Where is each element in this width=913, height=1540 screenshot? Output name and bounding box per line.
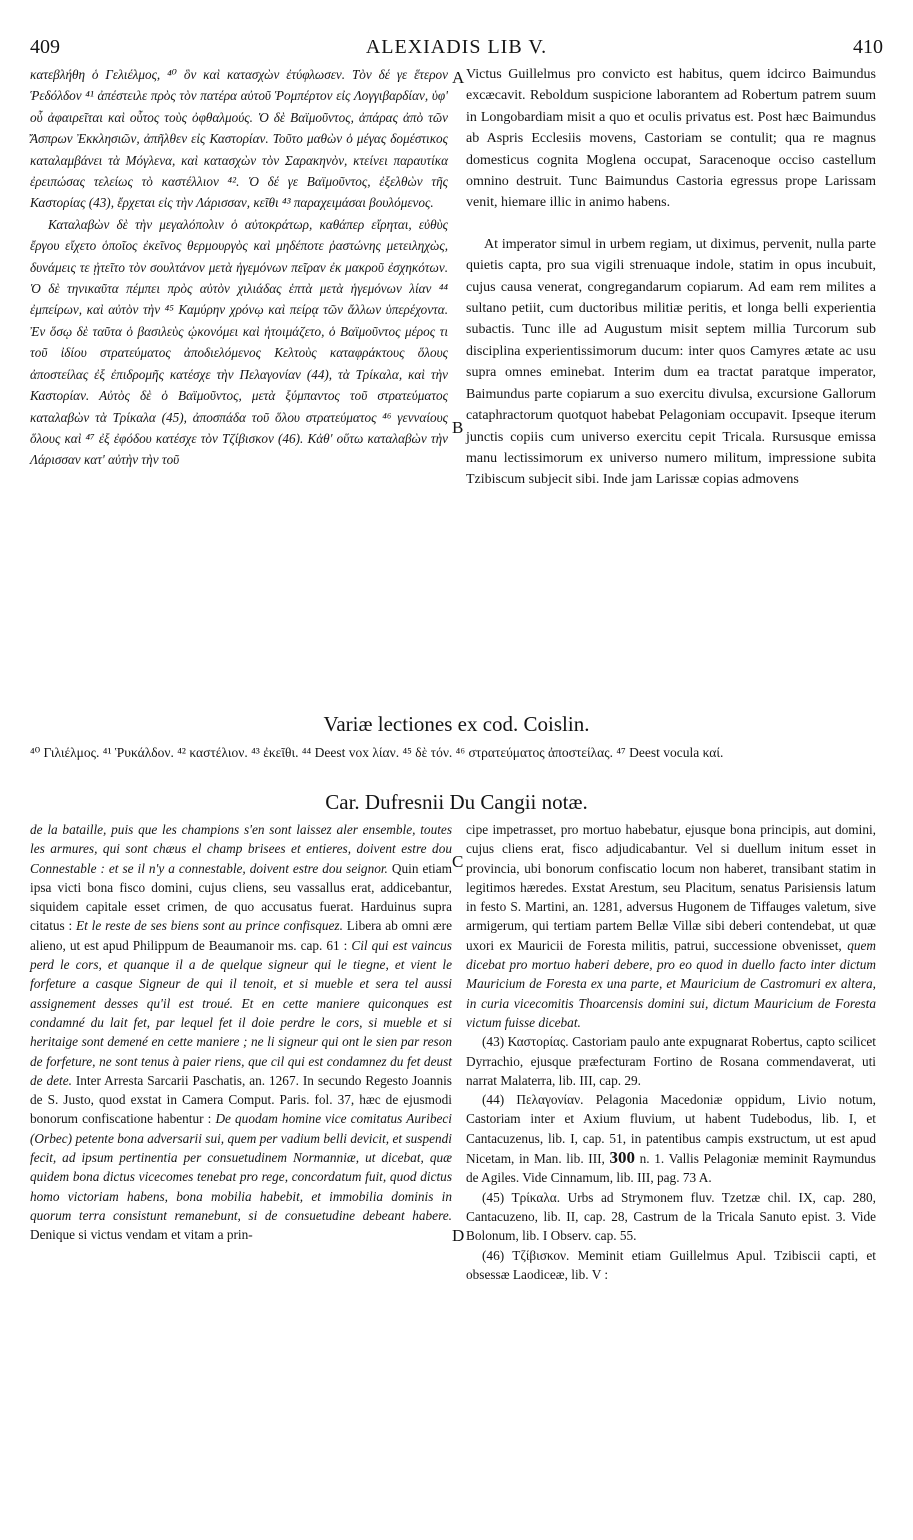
note-44 <box>466 1090 876 1187</box>
note-text: Quin etiam ipsa victi bona fisco domini, cujus cliens, seu vassallus erat, addicebantur, siquidem capitale esset crimen, de quo accusatus fuerat. Harduinus supra citatus : <box>30 860 452 934</box>
greek-paragraph-1: κατεβλήθη ὁ Γελιέλμος, ⁴⁰ ὃν καὶ κατασχὼν ἐτύφλωσεν. Τὸν δέ γε ἕτερον Ῥεδόλδον ⁴¹ ἀπέστειλε πρὸς τὸν πατέρα αὐτοῦ Ῥομπέρτον εἰς Λογγιβαρδίαν, ὑφ' οὗ ἀφαιρεῖται καὶ οὗτος τοὺς ὀφθαλμούς. Ὁ δὲ Βαϊμοῦντος, ἀπάρας ἀπὸ τῶν Ἄσπρων Ἐκκλησιῶν, ἀπῆλθεν εἰς Καστορίαν. Τοῦτο μαθὼν ὁ μέγας δομέστικος καταλαμβάνει τὰ Μόγλενα, καὶ κατασχὼν τὸν Σαρακηνὸν, κτείνει παραυτίκα ἐρειπώσας τελείως τὸ καστέλλιον ⁴². Ὁ δέ γε Βαϊμοῦντος, ἐξελθὼν τῆς Καστορίας (43), ἔρχεται εἰς τὴν Λάρισσαν, κεῖθι ⁴³ παραχειμάσαι βουλόμενος. <box>30 67 448 211</box>
margin-mark-b: B <box>452 418 464 437</box>
margin-mark-c: C <box>452 852 464 871</box>
notes-right-column <box>466 820 876 1284</box>
note-text: Inter Arresta Sarcarii Paschatis, an. 1267. In secundo Regesto Joannis de S. Justo, quod exstat in Camera Comput. Paris. fol. 37, hæc de ejusmodi bonorum confiscatione habentur : <box>30 1072 452 1127</box>
note-quote: Cil qui est vaincus perd le cors, et quanque il a de quelque signeur qui le tiegne, et vient le forfeture a casque Signeur de qui il tenoit, et si mueble et sera tel aussi assignement desses qu'il est troué. Et en cette maniere quiconques est condamné du lait fet, par lequel fet il doie perdre le cors, si mueble et si heritaige sont demené en cette maniere ; ne li signeur qui ont le sien par reson de forfeture, ne sont tenus à paier riens, que cil qui est condamnez du fet deust de dete. <box>30 937 452 1088</box>
variae-text: ⁴⁰ Γιλιέλμος. ⁴¹ Ῥυκάλδον. ⁴² καστέλιον. ⁴³ ἐκεῖθι. ⁴⁴ Deest vox λίαν. ⁴⁵ δὲ τόν. ⁴⁶ στρατεύματος ἀποστείλας. ⁴⁷ Deest vocula καί. <box>30 745 724 760</box>
notes-left-paragraph <box>30 820 452 1245</box>
running-title: ALEXIADIS LIB V. <box>365 36 548 58</box>
note-text: (44) Πελαγονίαν. Pelagonia Macedoniæ oppidum, Livio notum, Castoriam inter et Axium fluvium, ut habent Tudebodus, lib. I, et Cantacuzenus, lib. I, cap. 51, in patentibus campis exstructum, ut est apud Nicetam, in Man. lib. III, <box>466 1092 876 1167</box>
note-quote: De quodam homine vice comitatus Auribeci (Orbec) petente bona adversarii sui, quem per vadium belli devicit, et suspendi fecit, ad ipsum pertinentia per consuetudinem Normanniæ, ut dicebat, quæ quidem bona dictus vicecomes tenebat pro rege, concordatum fuit, quod dictus homo victoriam habens, bona mobilia habebit, et immobilia dominis in quorum terra consistunt remanebunt, si de consuetudine debeant habere. <box>30 1111 452 1223</box>
notes-right-paragraph <box>466 820 876 1032</box>
variae-heading: Variæ lectiones ex cod. Coislin. <box>323 712 590 736</box>
margin-mark-d: D <box>452 1226 465 1245</box>
latin-paragraph-2: At imperator simul in urbem regiam, ut diximus, pervenit, nulla parte quietis capta, pro sua vigili strenuaque indole, statim in opus incubuit, cujus causa venerat, congregandarum copiarum. Ad eam rem milites a sultano petiit, cum ductoribus militiæ peritis, et longa belli experientia subactis. Tunc ille ad Augustum misit septem millia Turcorum sub disciplina experientissimorum ducum: inter quos Camyres ætate ac usu supra omnes eminebat. Interim dum ea tractat paratque imperator, Baimundus parte copiarum a suo exercitu divulsa, excursione Gallorum cataphractorum quotquot habebat Pelagoniam occupavit. Ipseque iterum junctis copiis cum universo exercitu cepit Tricala. Rursusque emissa manu lectissimorum ex universo numero militum, impressione subita Tzibiscum subjecit sibi. Inde jam Larissæ copias admovens <box>466 236 876 488</box>
note-text: Denique si victus vendam et vitam a prin- <box>30 1227 253 1243</box>
note-45: (45) Τρίκαλα. Urbs ad Strymonem fluv. Tzetzæ chil. IX, cap. 280, Cantacuzeno, lib. II, cap. 28, Castrum de la Tricala Sanuto epist. 3. Vide Bolonum, lib. I Observ. cap. 55. <box>466 1189 876 1244</box>
greek-text-column <box>30 64 448 471</box>
page-header <box>30 36 883 62</box>
note-text: cipe impetrasset, pro mortuo habebatur, ejusque bona principis, aut domini, cujus cliens erat, fisco adjudicabantur. Vel si duellum initum esset in provincia, ubi bonorum confiscatio locum non haberet, transibant statim in legitimos hæredes. Exstat Arestum, seu Placitum, senatus Parisiensis latum in festo S. Martini, an. 1281, adversus Hugonem de Tiffauges valetum, sive armigerum, qui tertiam partem Bellæ Villæ sibi deberi contendebat, ut quæ uxori ex Mauricii de Foresta militis, patrui, successione obvenisset, <box>466 822 876 953</box>
marginal-page-number: 300 <box>609 1148 635 1168</box>
note-46: (46) Τζίβισκον. Meminit etiam Guillelmus Apul. Tzibiscii capti, et obsessæ Laodiceæ, lib. V : <box>466 1247 876 1282</box>
latin-text-column <box>466 64 876 491</box>
greek-paragraph-2: Καταλαβὼν δὲ τὴν μεγαλόπολιν ὁ αὐτοκράτωρ, καθάπερ εἴρηται, εὐθὺς ἔργου εἴχετο ὁποῖος ἐκεῖνος θερμουργὸς καὶ μηδέποτε ῥαστώνης μετειληχὼς, δυνάμεις τε ᾐτεῖτο τὸν σουλτάνον μετὰ ἡγεμόνων πεῖραν ἐκ μακροῦ ἐσχηκότων. Ὁ δὲ τηνικαῦτα πέμπει πρὸς αὐτὸν χιλιάδας ἑπτὰ μετὰ ἡγεμόνων λίαν ⁴⁴ ἐμπείρων, καὶ αὐτὸν τὴν ⁴⁵ Καμύρην χρόνῳ καὶ πείρᾳ τῶν ἄλλων ὑπερέχοντα. Ἐν ὅσῳ δὲ ταῦτα ὁ βασιλεὺς ᾠκονόμει καὶ ἡτοιμάζετο, ὁ Βαϊμοῦντος μέρος τι τοῦ ἰδίου στρατεύματος ἀποδιελόμενος Κελτοὺς καταφράκτους ὅλους ἀποστείλας ἐξ ἐπιδρομῆς κατέσχε τὴν Πελαγονίαν (44), τὰ Τρίκαλα, καὶ τὴν Καστορίαν. Αὐτὸς δὲ ὁ Βαϊμοῦντος, μετὰ ξύμπαντος τοῦ στρατεύματος καταλαβὼν τὰ Τρίκαλα (45), ἀποσπάδα τοῦ ὅλου στρατεύματος ⁴⁶ γενναίους ὅλους καὶ ⁴⁷ ἐξ ἐφόδου κατέσχε τὸν Τζίβισκον (46). Κἀθ' οὕτω καταλαβὼν τὴν Λάρισσαν κατ' αὐτὴν τὴν τοῦ <box>30 216 448 468</box>
note-text: n. 1. Vallis Pelagoniæ meminit Raymundus de Agiles. Vide Cinnamum, lib. III, pag. 73 A. <box>466 1151 876 1186</box>
note-43: (43) Καστορίας. Castoriam paulo ante expugnarat Robertus, capto scilicet Dyrrachio, ejusque præfecturam Fortino de Rosana commendaverat, uti narrat Malaterra, lib. III, cap. 29. <box>466 1034 876 1088</box>
notes-left-column <box>30 820 452 1245</box>
note-quote: Et le reste de ses biens sont au prince confisquez. <box>76 918 343 934</box>
page-number-right: 410 <box>853 36 883 58</box>
note-quote: de la bataille, puis que les champions s'en sont laissez aler ensemble, toutes les armures, qui sont chæus el champ brisees et entieres, doivent estre dou Connestable : et se il n'y a connestable, doivent estre dou seignor. <box>30 822 452 876</box>
note-text: Libera ab omni ære alieno, ut est apud Philippum de Beaumanoir ms. cap. 61 : <box>30 918 452 953</box>
page-number-left: 409 <box>30 36 60 58</box>
latin-paragraph-1: Victus Guillelmus pro convicto est habitus, quem idcirco Baimundus excæcavit. Reboldum suspicione laborantem ad Robertum patrem suum in Longobardiam misit a quo et oculis privatus est. Post hæc Baimundus ab Aspris Ecclesiis movens, Castoriam se contulit; qua re magnus domesticus cognita Moglena occupat, Saracenoque occiso castellum omnino destruit. Tunc Baimundus Castoria egressus prope Larissam venit, hiemare illic in animo habens. <box>466 67 876 211</box>
note-quote: quem dicebat pro mortuo haberi debere, pro eo quod in duello facto inter dictum Mauricium de Foresta ex una parte, et Mauricium de Castromuri ex altera, in curia vicecomitis Thoarcensis domini sui, dictum Mauricium de Foresta victum fuisse dicebat. <box>466 937 876 1030</box>
notes-heading: Car. Dufresnii Du Cangii notæ. <box>325 790 588 814</box>
margin-mark-a: A <box>452 68 465 87</box>
